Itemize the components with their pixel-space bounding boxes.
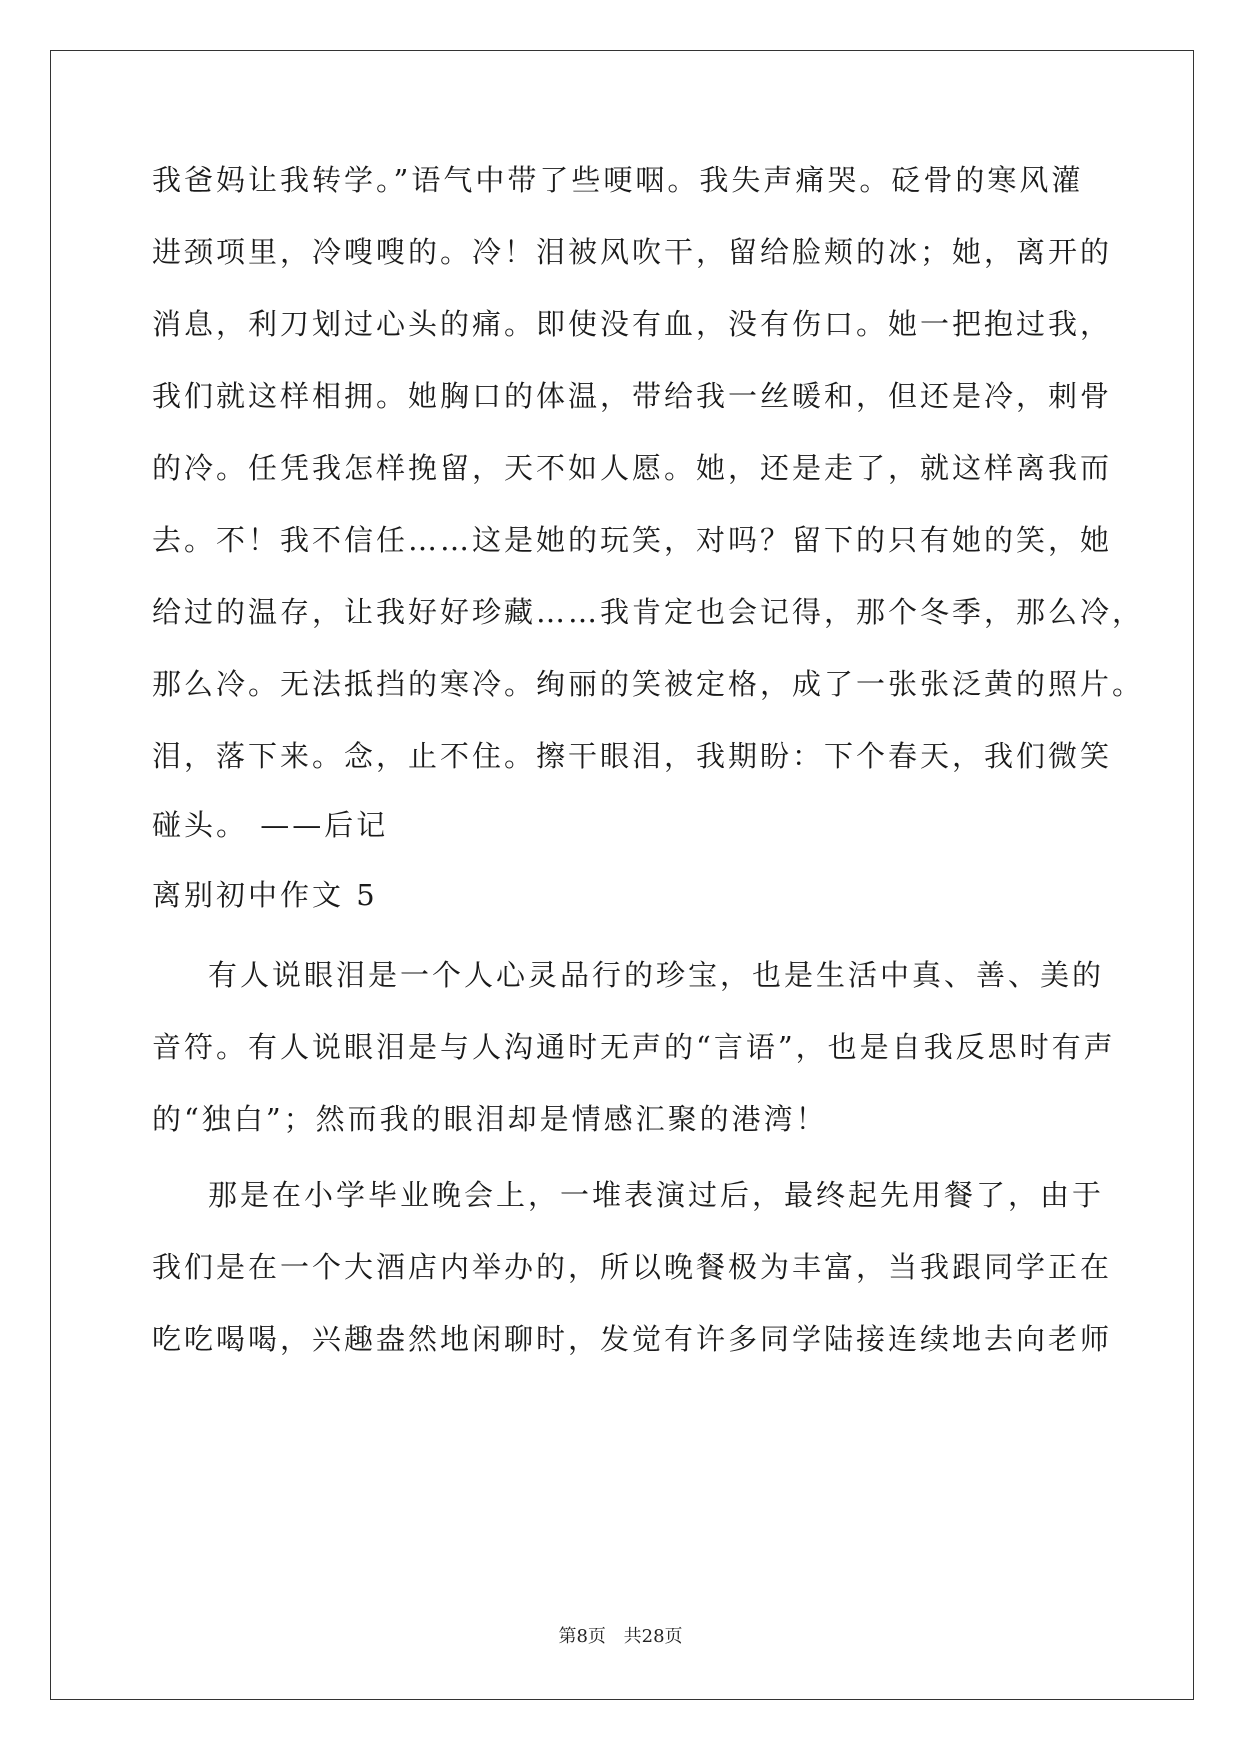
paragraph-line: 的冷。任凭我怎样挽留，天不如人愿。她，还是走了，就这样离我而 [152,451,1113,485]
section-heading: 离别初中作文 5 [152,878,378,912]
paragraph-line: 我们是在一个大酒店内举办的，所以晚餐极为丰富，当我跟同学正在 [152,1250,1113,1284]
paragraph-line: 音符。有人说眼泪是与人沟通时无声的“言语”，也是自我反思时有声 [152,1030,1116,1064]
paragraph-line: 吃吃喝喝，兴趣盎然地闲聊时，发觉有许多同学陆接连续地去向老师 [152,1322,1113,1356]
page-total: 共28页 [623,1626,683,1647]
page-footer [0,1622,1241,1648]
paragraph-line: 有人说眼泪是一个人心灵品行的珍宝，也是生活中真、善、美的 [208,958,1105,992]
paragraph-line: 那是在小学毕业晚会上，一堆表演过后，最终起先用餐了，由于 [208,1178,1105,1212]
paragraph-line: 给过的温存，让我好好珍藏……我肯定也会记得，那个冬季，那么冷， [152,595,1145,629]
paragraph-line: 那么冷。无法抵挡的寒冷。绚丽的笑被定格，成了一张张泛黄的照片。 [152,667,1145,701]
paragraph-line: 消息，利刀划过心头的痛。即使没有血，没有伤口。她一把抱过我， [152,307,1113,341]
paragraph-line: 我们就这样相拥。她胸口的体温，带给我一丝暖和，但还是冷，刺骨 [152,379,1113,413]
paragraph-line: 我爸妈让我转学。”语气中带了些哽咽。我失声痛哭。砭骨的寒风灌 [152,163,1084,197]
paragraph-line: 进颈项里，冷嗖嗖的。冷！泪被风吹干，留给脸颊的冰；她，离开的 [152,235,1113,269]
paragraph-line: 去。不！我不信任……这是她的玩笑，对吗？留下的只有她的笑，她 [152,523,1113,557]
paragraph-line: 的“独白”；然而我的眼泪却是情感汇聚的港湾！ [152,1102,828,1136]
paragraph-line: 泪，落下来。念，止不住。擦干眼泪，我期盼：下个春天，我们微笑 [152,739,1113,773]
paragraph-line: 碰头。 ——后记 [152,808,389,842]
page-number: 第8页 [558,1626,606,1647]
